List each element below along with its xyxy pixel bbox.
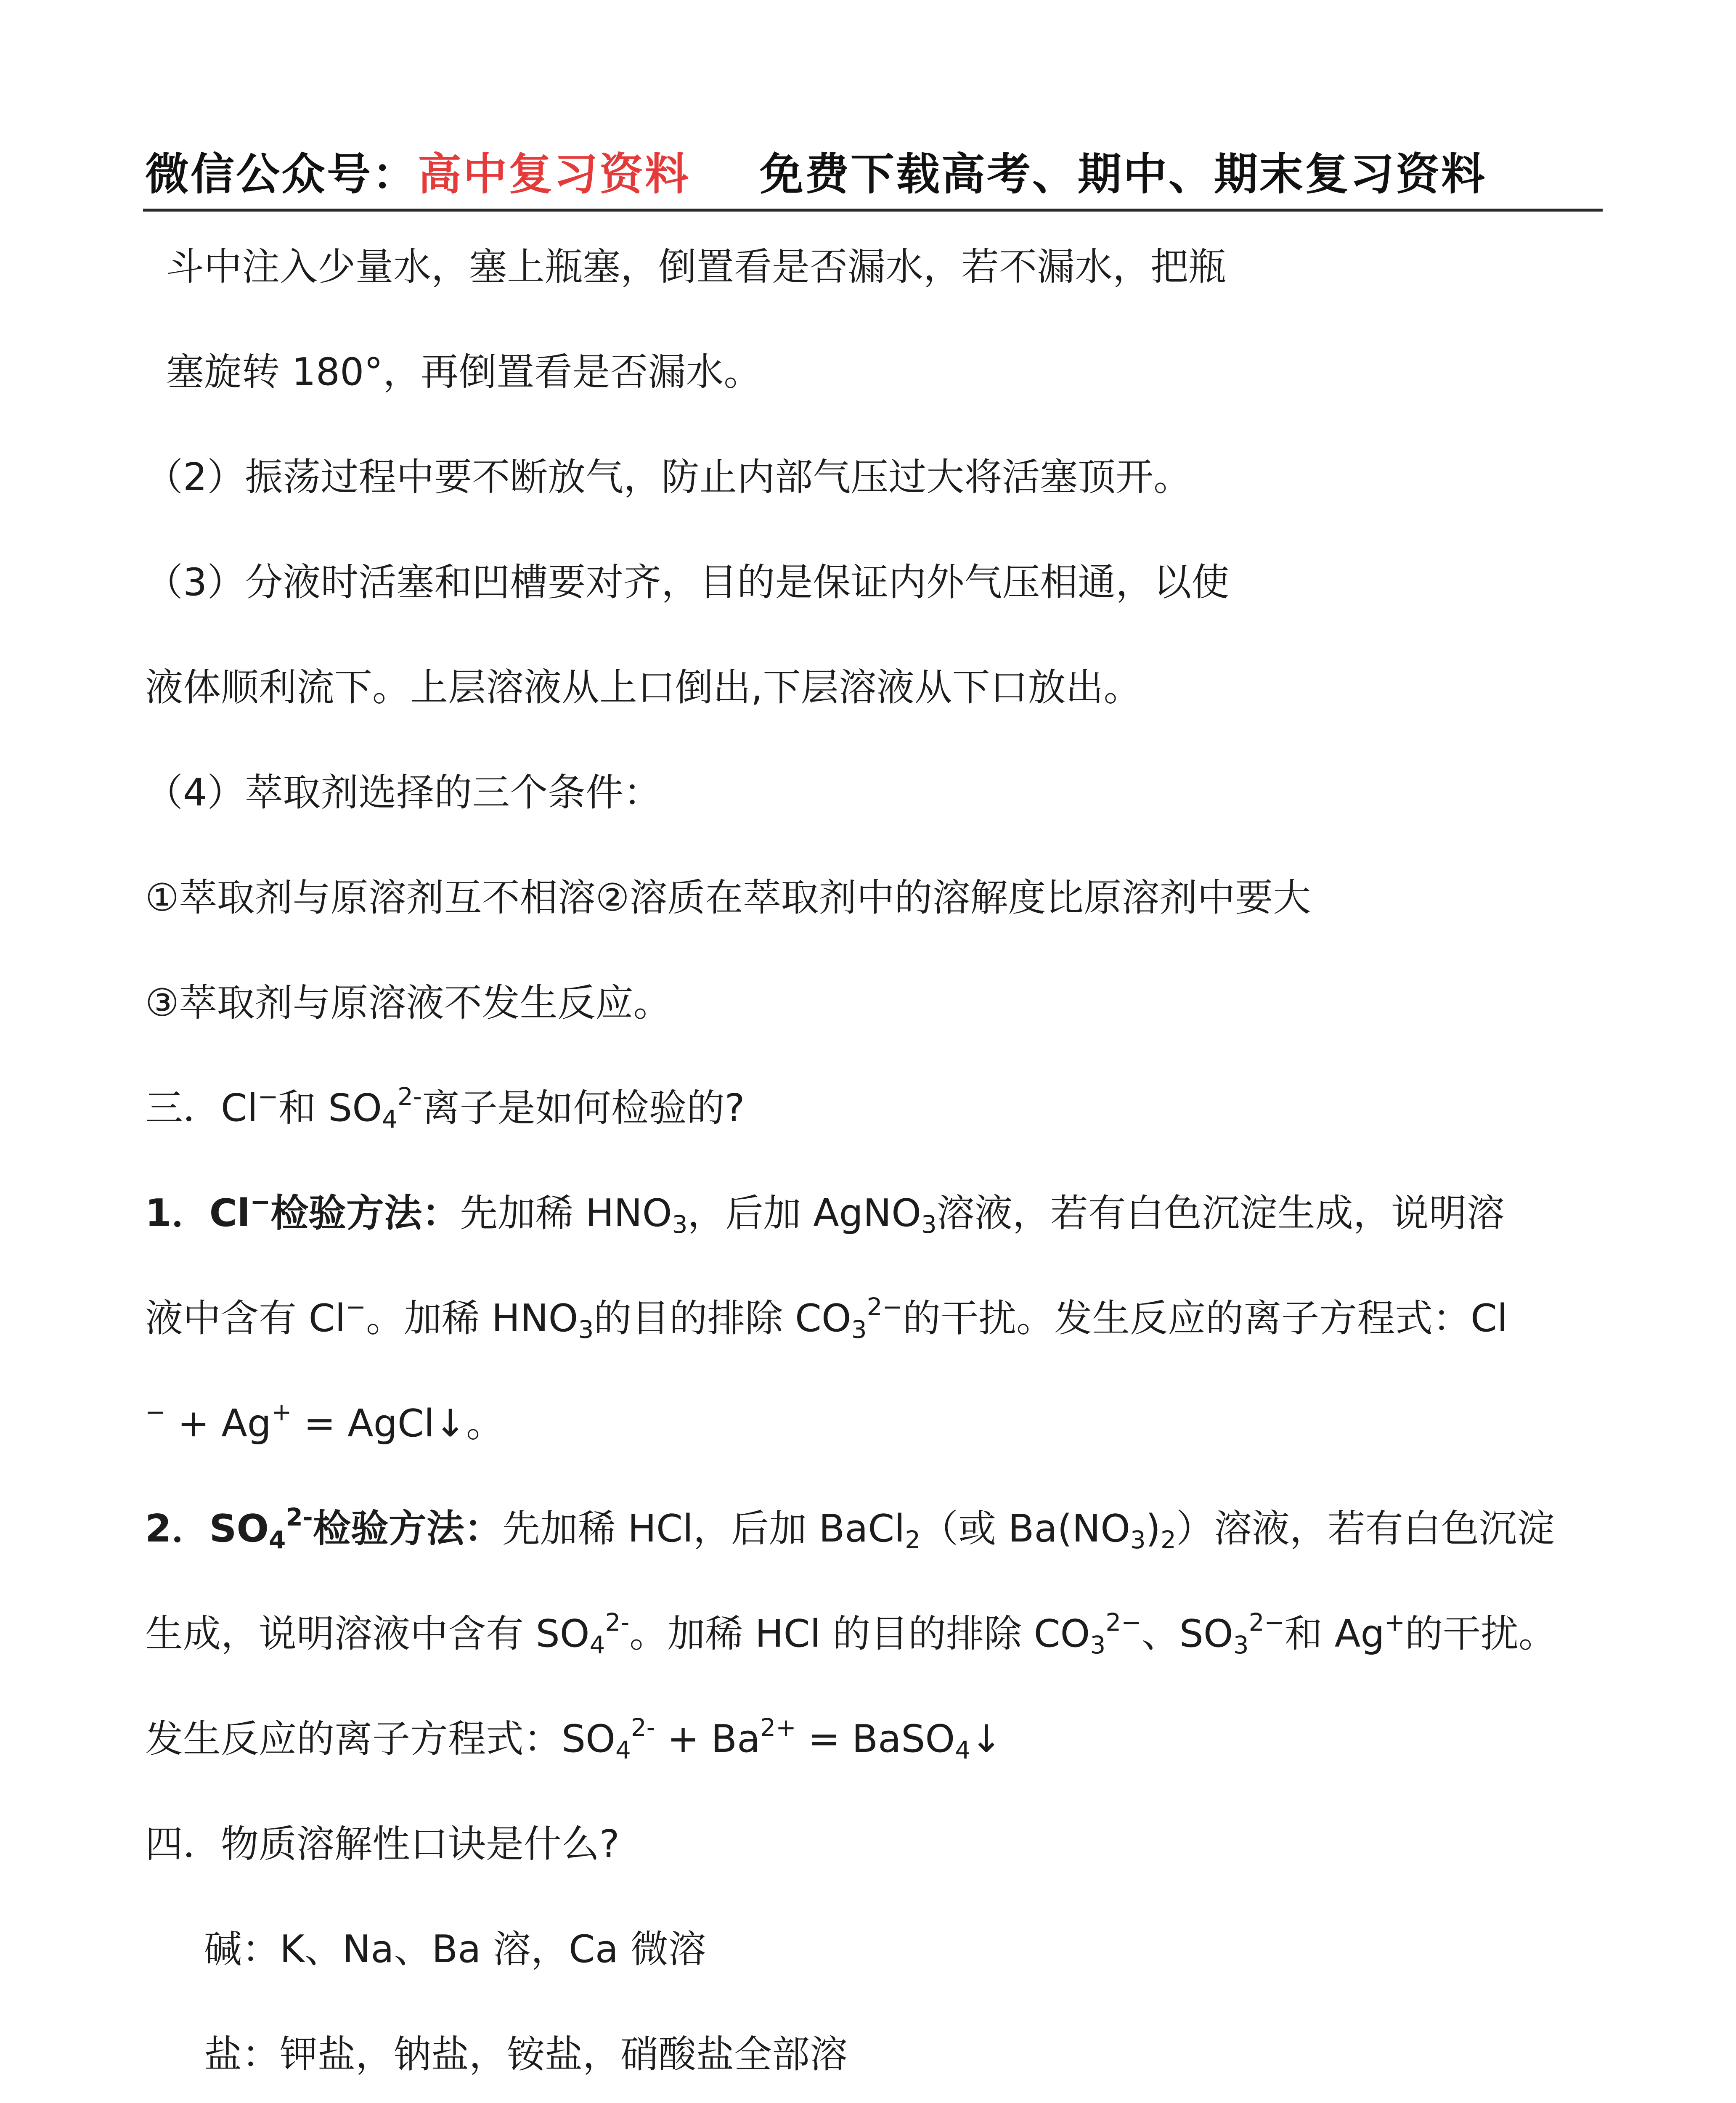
text: 1．Cl [145, 1191, 250, 1235]
header-label: 微信公众号： [145, 148, 418, 200]
superscript: 2− [1105, 1608, 1142, 1637]
text: 、SO [1141, 1612, 1233, 1656]
text: （或 Ba(NO [920, 1507, 1130, 1551]
text: 的目的排除 CO [594, 1296, 851, 1340]
text: ，后加 AgNO [687, 1191, 921, 1235]
header-slogan: 免费下载高考、期中、期末复习资料 [760, 148, 1487, 200]
subscript: 3 [578, 1315, 594, 1344]
sulfate-test-line-2 [145, 1608, 1557, 1659]
superscript: 2− [1248, 1608, 1285, 1637]
superscript: − [345, 1293, 366, 1321]
text-line: 塞旋转 180°，再倒置看是否漏水。 [166, 350, 762, 394]
subscript: 3 [921, 1210, 937, 1239]
subscript: 4 [589, 1631, 605, 1659]
text: 液中含有 Cl [145, 1296, 346, 1340]
solubility-rule-base: 碱：K、Na、Ba 溶，Ca 微溶 [204, 1927, 706, 1971]
sulfate-test-line-1 [145, 1503, 1555, 1554]
text-line: （2）振荡过程中要不断放气，防止内部气压过大将活塞顶开。 [145, 455, 1192, 499]
text: + Ba [655, 1717, 761, 1761]
text: 的干扰。发生反应的离子方程式：Cl [903, 1296, 1508, 1340]
text-line: ③萃取剂与原溶液不发生反应。 [145, 981, 671, 1025]
text: ) [1145, 1507, 1161, 1551]
text: + Ag [165, 1401, 271, 1446]
superscript: + [1384, 1608, 1405, 1637]
text-line: 液体顺利流下。上层溶液从上口倒出,下层溶液从下口放出。 [145, 665, 1142, 710]
superscript: − [145, 1398, 166, 1426]
chloride-test-line-3 [145, 1398, 504, 1447]
page-header [145, 139, 1603, 198]
subscript: 2 [1160, 1526, 1176, 1554]
subscript: 4 [615, 1736, 631, 1764]
chloride-test-line-2 [145, 1295, 1508, 1342]
text: 。加稀 HNO [366, 1296, 578, 1340]
superscript: 2− [867, 1293, 903, 1321]
chloride-test-line-1 [145, 1187, 1505, 1239]
subscript: 3 [1090, 1631, 1106, 1659]
text-line: （4）萃取剂选择的三个条件： [145, 771, 662, 815]
text: 和 SO [278, 1086, 382, 1130]
superscript: 2- [605, 1608, 630, 1637]
superscript: + [271, 1398, 292, 1426]
subscript: 3 [1233, 1631, 1249, 1659]
superscript: 2- [397, 1082, 422, 1111]
subscript: 4 [268, 1526, 286, 1554]
text: ↓ [970, 1717, 1002, 1761]
superscript: 2+ [760, 1713, 796, 1742]
text: 检验方法： [270, 1191, 460, 1235]
header-brand: 高中复习资料 [418, 148, 691, 200]
text-line: ①萃取剂与原溶剂互不相溶②溶质在萃取剂中的溶解度比原溶剂中要大 [145, 876, 1311, 920]
sulfate-test-line-3 [145, 1713, 1002, 1764]
text: 溶液，若有白色沉淀生成，说明溶 [936, 1191, 1505, 1235]
text: 。加稀 HCl 的目的排除 CO [629, 1612, 1090, 1656]
text: = AgCl↓。 [292, 1401, 504, 1446]
text: 和 Ag [1285, 1612, 1385, 1656]
text: 2．SO [145, 1507, 269, 1551]
subscript: 4 [382, 1105, 398, 1134]
subscript: 2 [905, 1526, 921, 1554]
text: 发生反应的离子方程式：SO [145, 1717, 615, 1761]
text: 检验方法： [313, 1507, 502, 1551]
superscript: − [250, 1187, 271, 1216]
superscript: 2- [631, 1713, 655, 1742]
text-line: （3）分液时活塞和凹槽要对齐，目的是保证内外气压相通，以使 [145, 560, 1230, 604]
text: ）溶液，若有白色沉淀 [1176, 1507, 1555, 1551]
superscript: − [257, 1082, 278, 1111]
text: 生成，说明溶液中含有 SO [145, 1612, 590, 1656]
text-line: 斗中注入少量水，塞上瓶塞，倒置看是否漏水，若不漏水，把瓶 [166, 245, 1226, 289]
subscript: 3 [672, 1210, 688, 1239]
text: 的干扰。 [1405, 1612, 1557, 1656]
superscript: 2- [286, 1503, 313, 1531]
section-heading-4: 四．物质溶解性口诀是什么? [145, 1822, 620, 1866]
text: = BaSO [796, 1717, 955, 1761]
subscript: 4 [955, 1736, 971, 1764]
text: 三．Cl [145, 1086, 258, 1130]
text: 离子是如何检验的? [421, 1086, 745, 1130]
subscript: 3 [1130, 1526, 1146, 1554]
solubility-rule-salt: 盐：钾盐，钠盐，铵盐，硝酸盐全部溶 [204, 2032, 848, 2077]
header-divider [143, 209, 1603, 212]
text: 先加稀 HCl，后加 BaCl [502, 1507, 905, 1551]
subscript: 3 [851, 1315, 867, 1344]
section-heading-3 [145, 1082, 745, 1134]
text: 先加稀 HNO [460, 1191, 672, 1235]
